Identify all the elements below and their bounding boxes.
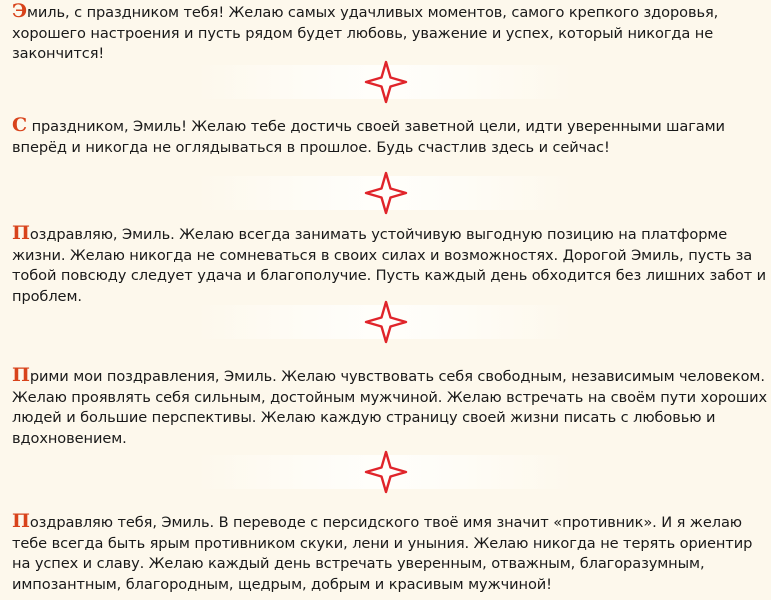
wish-initial: П	[12, 364, 30, 386]
wish-paragraph-4	[12, 366, 769, 449]
four-point-star-icon	[363, 299, 409, 345]
wish-paragraph-2	[12, 116, 769, 158]
wish-initial: С	[12, 114, 28, 136]
four-point-star-icon	[363, 449, 409, 495]
wish-initial: Э	[12, 0, 28, 22]
four-point-star-icon	[363, 170, 409, 216]
wish-text: праздником, Эмиль! Желаю тебе достичь своей заветной цели, идти уверенными шагами вперёд и никогда не оглядываться в прошлое. Будь счастлив здесь и сейчас!	[12, 118, 725, 156]
wish-text: оздравляю, Эмиль. Желаю всегда занимать устойчивую выгодную позицию на платформе жизни. Желаю никогда не сомневаться в своих силах и возможностях. Дорогой Эмиль, пусть за тобой повсюду следует удача и благополучие. Пусть каждый день обходится без лишних забот и проблем.	[12, 226, 767, 305]
star-divider	[0, 299, 771, 345]
wish-text: миль, с праздником тебя! Желаю самых удачливых моментов, самого крепкого здоровья, хорошего настроения и пусть рядом будет любовь, уважение и успех, который никогда не закончится!	[12, 4, 719, 62]
wish-text: оздравляю тебя, Эмиль. В переводе с персидского твоё имя значит «противник». И я желаю тебе всегда быть ярым противником скуки, лени и уныния. Желаю никогда не терять ориентир на успех и славу. Желаю каждый день встречать уверенным, отважным, благоразумным, импозантным, благородным, щедрым, добрым и красивым мужчиной!	[12, 514, 753, 593]
four-point-star-icon	[363, 59, 409, 105]
star-divider	[0, 170, 771, 216]
wish-paragraph-3	[12, 224, 769, 307]
star-divider	[0, 59, 771, 105]
wish-text: рими мои поздравления, Эмиль. Желаю чувствовать себя свободным, независимым человеком. Желаю проявлять себя сильным, достойным мужчиной. Желаю встречать на своём пути хороших людей и большие перспективы. Желаю каждую страницу своей жизни писать с любовью и вдохновением.	[12, 368, 768, 447]
wish-initial: П	[12, 222, 30, 244]
wish-paragraph-5	[12, 512, 769, 595]
wish-initial: П	[12, 510, 30, 532]
star-divider	[0, 449, 771, 495]
wish-paragraph-1	[12, 2, 769, 65]
